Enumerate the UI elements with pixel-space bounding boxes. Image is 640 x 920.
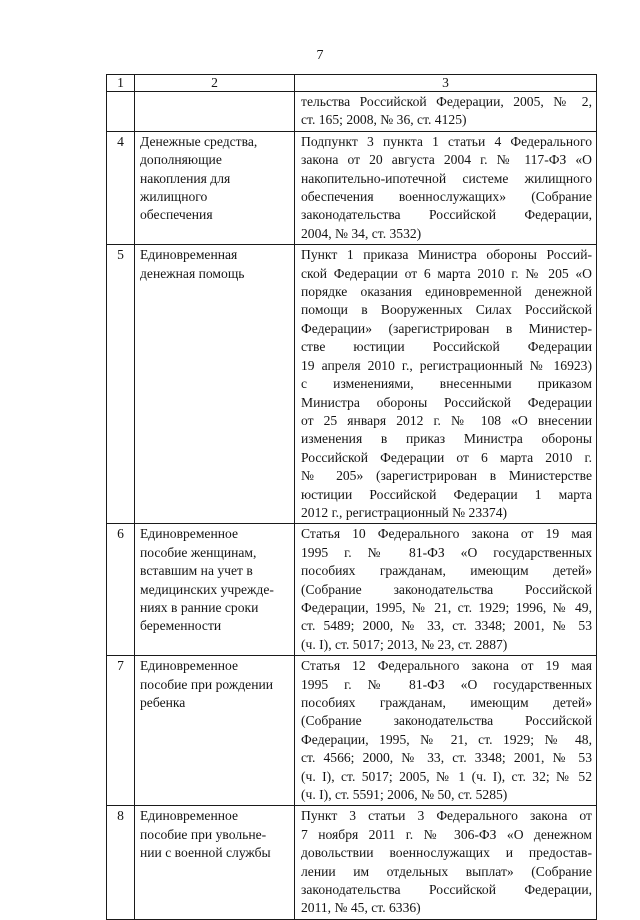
legal-source-line: 7 ноября 2011 г. № 306-ФЗ «О денежном — [301, 826, 592, 842]
legal-source-line: законодательства Российской Федерации, — [301, 882, 592, 898]
legal-source-line: Федерации» (зарегистрирован в Министер- — [301, 320, 592, 336]
legal-source-line: пособиях гражданам, имеющим детей» — [301, 695, 592, 710]
legal-source-cell — [295, 92, 597, 132]
legal-source — [295, 656, 596, 805]
payment-name — [135, 92, 294, 94]
legal-source-cell — [295, 131, 597, 244]
legal-source-line: 2011, № 45, ст. 6336) — [301, 900, 421, 916]
table-header-row — [107, 75, 597, 92]
payment-name-line: дополняющие — [140, 152, 222, 168]
payment-name — [135, 524, 294, 636]
payment-name-cell — [135, 806, 295, 919]
legal-source — [295, 132, 596, 244]
legal-source-line: накопительно-ипотечной системе жилищного — [301, 170, 592, 186]
legal-source-line: 2012 г., регистрационный № 23374) — [301, 504, 508, 520]
legal-source-line: закона от 20 августа 2004 г. № 117-ФЗ «О — [301, 152, 592, 168]
payment-name-line: нии с военной службы — [140, 845, 271, 861]
payment-name-line: накопления для — [140, 170, 231, 186]
row-number-cell — [107, 131, 135, 244]
payment-name-line: ребенка — [140, 695, 186, 710]
table-row — [107, 92, 597, 132]
payment-name-line: денежная помощь — [140, 265, 245, 281]
legal-source-cell — [295, 524, 597, 656]
payment-name-line: Денежные средства, — [140, 133, 258, 149]
payment-name-line: беременности — [140, 618, 222, 634]
table-row — [107, 524, 597, 656]
legal-source-line: изменения в приказ Министра обороны — [301, 431, 592, 447]
legal-source-line: порядке оказания единовременной денежной — [301, 284, 592, 300]
legal-source-line: Статья 10 Федерального закона от 19 мая — [301, 526, 592, 542]
row-number-cell — [107, 806, 135, 919]
table-row — [107, 131, 597, 244]
legal-source-cell — [295, 806, 597, 919]
payment-name-line: медицинских учрежде- — [140, 581, 274, 597]
payments-table — [106, 74, 597, 920]
legal-source-line: законодательства Российской Федерации, — [301, 207, 592, 223]
legal-source-line: (ч. I), ст. 5017; 2005, № 1 (ч. I), ст. 32; № 52 — [301, 768, 592, 784]
row-number: 7 — [117, 658, 124, 674]
table-row — [107, 245, 597, 524]
legal-source-line: ской Федерации от 6 марта 2010 г. № 205 «О — [301, 265, 592, 281]
legal-source — [295, 92, 596, 131]
payment-name-line: пособие при рождении — [140, 676, 274, 692]
legal-source-line: 1995 г. № 81-ФЗ «О государственных — [301, 676, 592, 692]
payment-name-line: Единовременное — [140, 526, 238, 542]
legal-source-line: 2004, № 34, ст. 3532) — [301, 225, 422, 241]
row-number — [107, 92, 134, 94]
legal-source-line: ст. 165; 2008, № 36, ст. 4125) — [301, 112, 467, 128]
payment-name-line: жилищного — [140, 189, 208, 205]
legal-source-line: Федерации, 1995, № 21, ст. 1929; 1996, № 49, — [301, 599, 592, 615]
legal-source-line: лении им отдельных выплат» (Собрание — [301, 863, 592, 879]
legal-source-line: № 205» (зарегистрирован в Министерстве — [301, 468, 592, 484]
payment-name — [135, 656, 294, 713]
table-row — [107, 806, 597, 919]
row-number-cell — [107, 245, 135, 524]
legal-source-line: Федерации, 1995, № 21, ст. 1929; № 48, — [301, 731, 592, 747]
table-row — [107, 656, 597, 806]
legal-source-line: (ч. I), ст. 5017; 2013, № 23, ст. 2887) — [301, 636, 508, 652]
payment-name-cell — [135, 524, 295, 656]
payment-name-line: обеспечения — [140, 207, 213, 223]
payment-name — [135, 806, 294, 863]
row-number: 4 — [117, 133, 124, 149]
legal-source-line: ст. 4566; 2000, № 33, ст. 3348; 2001, № 53 — [301, 750, 592, 766]
row-number-cell — [107, 656, 135, 806]
row-number: 5 — [117, 247, 124, 263]
row-number-cell — [107, 92, 135, 132]
legal-source-line: помощи в Вооруженных Силах Российской — [301, 302, 592, 318]
payment-name-cell — [135, 656, 295, 806]
header-col-number: 1 — [107, 75, 135, 92]
legal-source-line: стве юстиции Российской Федерации — [301, 339, 592, 355]
payment-name-line: пособие при увольне- — [140, 826, 267, 842]
row-number-cell — [107, 524, 135, 656]
legal-source-line: 19 апреля 2010 г., регистрационный № 16923) — [301, 357, 592, 373]
legal-source-line: (Собрание законодательства Российской — [301, 713, 592, 729]
payment-name-cell — [135, 131, 295, 244]
payment-name-cell — [135, 92, 295, 132]
row-number: 8 — [117, 808, 124, 824]
legal-source-line: Подпункт 3 пункта 1 статьи 4 Федерального — [301, 133, 592, 149]
legal-source-line: (Собрание законодательства Российской — [301, 581, 592, 597]
payment-name-line: Единовременное — [140, 658, 238, 674]
legal-source-line: Пункт 1 приказа Министра обороны Россий- — [301, 247, 592, 263]
header-col-name: 2 — [135, 75, 295, 92]
legal-source-line: 1995 г. № 81-ФЗ «О государственных — [301, 544, 592, 560]
legal-source-line: тельства Российской Федерации, 2005, № 2, — [301, 94, 592, 109]
payment-name-line: вставшим на учет в — [140, 563, 253, 579]
payment-name — [135, 132, 294, 226]
legal-source-cell — [295, 245, 597, 524]
legal-source-line: довольствии военнослужащих и предостав- — [301, 845, 592, 861]
legal-source-line: обеспечения военнослужащих» (Собрание — [301, 189, 592, 205]
payment-name-cell — [135, 245, 295, 524]
legal-source-cell — [295, 656, 597, 806]
page-number: 7 — [316, 48, 324, 63]
legal-source-line: ст. 5489; 2000, № 33, ст. 3348; 2001, № 53 — [301, 618, 592, 634]
legal-source-line: (ч. I), ст. 5591; 2006, № 50, ст. 5285) — [301, 787, 508, 803]
row-number: 6 — [117, 526, 124, 542]
legal-source-line: юстиции Российской Федерации 1 марта — [301, 486, 592, 502]
payment-name-line: Единовременное — [140, 808, 238, 824]
legal-source — [295, 806, 596, 918]
legal-source — [295, 524, 596, 655]
payment-name-line: Единовременная — [140, 247, 238, 263]
legal-source-line: от 25 января 2012 г. № 108 «О внесении — [301, 412, 592, 428]
legal-source-line: пособиях гражданам, имеющим детей» — [301, 563, 592, 579]
legal-source-line: Статья 12 Федерального закона от 19 мая — [301, 658, 592, 674]
legal-source-line: Пункт 3 статьи 3 Федерального закона от — [301, 808, 592, 824]
legal-source-line: Министра обороны Российской Федерации — [301, 394, 592, 410]
payment-name-line: пособие женщинам, — [140, 544, 257, 560]
legal-source-line: с изменениями, внесенными приказом — [301, 376, 592, 392]
payment-name — [135, 245, 294, 284]
header-col-source: 3 — [295, 75, 597, 92]
payment-name-line: ниях в ранние сроки — [140, 599, 259, 615]
legal-source-line: Российской Федерации от 6 марта 2010 г. — [301, 449, 592, 465]
legal-source — [295, 245, 596, 523]
